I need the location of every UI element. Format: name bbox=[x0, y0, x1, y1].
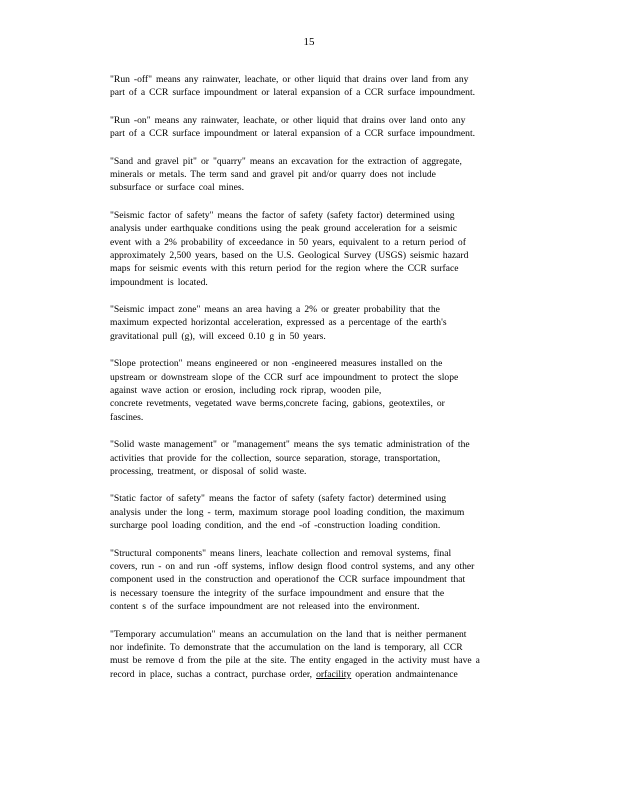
text-line: "Seismic impact zone" means an area having a 2% or greater probability that the bbox=[110, 304, 440, 316]
text-line: fascines. bbox=[110, 411, 144, 423]
text-line: upstream or downstream slope of the CCR surf ace impoundment to protect the slope bbox=[110, 371, 459, 383]
text-line: "Slope protection" means engineered or non -engineered measures installed on the bbox=[110, 358, 443, 370]
text-line: is necessary toensure the integrity of the surface impoundment and ensure that the bbox=[110, 587, 445, 599]
text-line: content s of the surface impoundment are not released into the environment. bbox=[110, 601, 420, 613]
text-line-mixed bbox=[110, 668, 550, 681]
text-line: surcharge pool loading condition, and the end -of -construction loading condition. bbox=[110, 520, 441, 532]
text-line: "Run -on" means any rainwater, leachate, or other liquid that drains over land onto any bbox=[110, 114, 466, 126]
text-line: event with a 2% probability of exceedance in 50 years, equivalent to a return period of bbox=[110, 236, 466, 248]
text-line: part of a CCR surface impoundment or lateral expansion of a CCR surface impoundment. bbox=[110, 128, 476, 140]
text-line: nor indefinite. To demonstrate that the accumulation on the land is temporary, all CCR bbox=[110, 641, 463, 653]
text-line: approximately 2,500 years, based on the U.S. Geological Survey (USGS) seismic hazard bbox=[110, 249, 469, 261]
text-line: covers, run - on and run -off systems, inflow design flood control systems, and any other bbox=[110, 560, 475, 572]
text-line: maps for seismic events with this return period for the region where the CCR surface bbox=[110, 263, 459, 275]
definition-seismic-factor-of-safety bbox=[110, 209, 550, 289]
text-line: impoundment is located. bbox=[110, 276, 208, 288]
definition-structural-components bbox=[110, 547, 550, 614]
underlined-text: orfacility bbox=[316, 668, 352, 680]
text-line: "Static factor of safety" means the factor of safety (safety factor) determined using bbox=[110, 493, 447, 505]
definitions-section bbox=[110, 73, 550, 695]
text-line: must be remove d from the pile at the site. The entity engaged in the activity must have a bbox=[110, 655, 480, 667]
text-line: concrete revetments, vegetated wave berms,concrete facing, gabions, geotextiles, or bbox=[110, 398, 445, 410]
definition-sand-and-gravel-pit bbox=[110, 155, 550, 195]
definition-seismic-impact-zone bbox=[110, 303, 550, 343]
text-line: "Solid waste management" or "management" means the sys tematic administration of the bbox=[110, 439, 470, 451]
text-segment: record in place, suchas a contract, purchase order, bbox=[110, 668, 317, 680]
text-segment: operation andmaintenance bbox=[351, 668, 458, 680]
text-line: part of a CCR surface impoundment or lateral expansion of a CCR surface impoundment. bbox=[110, 87, 476, 99]
text-line: activities that provide for the collection, source separation, storage, transportation, bbox=[110, 452, 441, 464]
page-number: 15 bbox=[303, 36, 315, 48]
text-line: "Structural components" means liners, leachate collection and removal systems, final bbox=[110, 547, 452, 559]
text-line: "Temporary accumulation" means an accumulation on the land that is neither permanent bbox=[110, 628, 467, 640]
text-line: "Seismic factor of safety" means the factor of safety (safety factor) determined using bbox=[110, 209, 455, 221]
text-line: analysis under earthquake conditions using the peak ground acceleration for a seismic bbox=[110, 223, 458, 235]
definition-run-off bbox=[110, 73, 550, 100]
definition-solid-waste-management bbox=[110, 438, 550, 478]
definition-slope-protection bbox=[110, 357, 550, 424]
text-line: processing, treatment, or disposal of solid waste. bbox=[110, 465, 307, 477]
text-line: "Sand and gravel pit" or "quarry" means an excavation for the extraction of aggregate, bbox=[110, 155, 462, 167]
definition-run-on bbox=[110, 114, 550, 141]
text-line: "Run -off" means any rainwater, leachate, or other liquid that drains over land from any bbox=[110, 74, 469, 85]
text-line: analysis under the long - term, maximum storage pool loading condition, the maximum bbox=[110, 506, 465, 518]
text-line: subsurface or surface coal mines. bbox=[110, 182, 244, 194]
text-line: minerals or metals. The term sand and gravel pit and/or quarry does not include bbox=[110, 168, 436, 180]
definition-static-factor-of-safety bbox=[110, 492, 550, 532]
text-line: against wave action or erosion, including rock riprap, wooden pile, bbox=[110, 385, 382, 397]
text-line: component used in the construction and operationof the CCR surface impoundment that bbox=[110, 574, 466, 586]
text-line: maximum expected horizontal acceleration, expressed as a percentage of the earth's bbox=[110, 317, 447, 329]
text-line: gravitational pull (g), will exceed 0.10 g in 50 years. bbox=[110, 330, 326, 342]
definition-temporary-accumulation bbox=[110, 628, 550, 682]
